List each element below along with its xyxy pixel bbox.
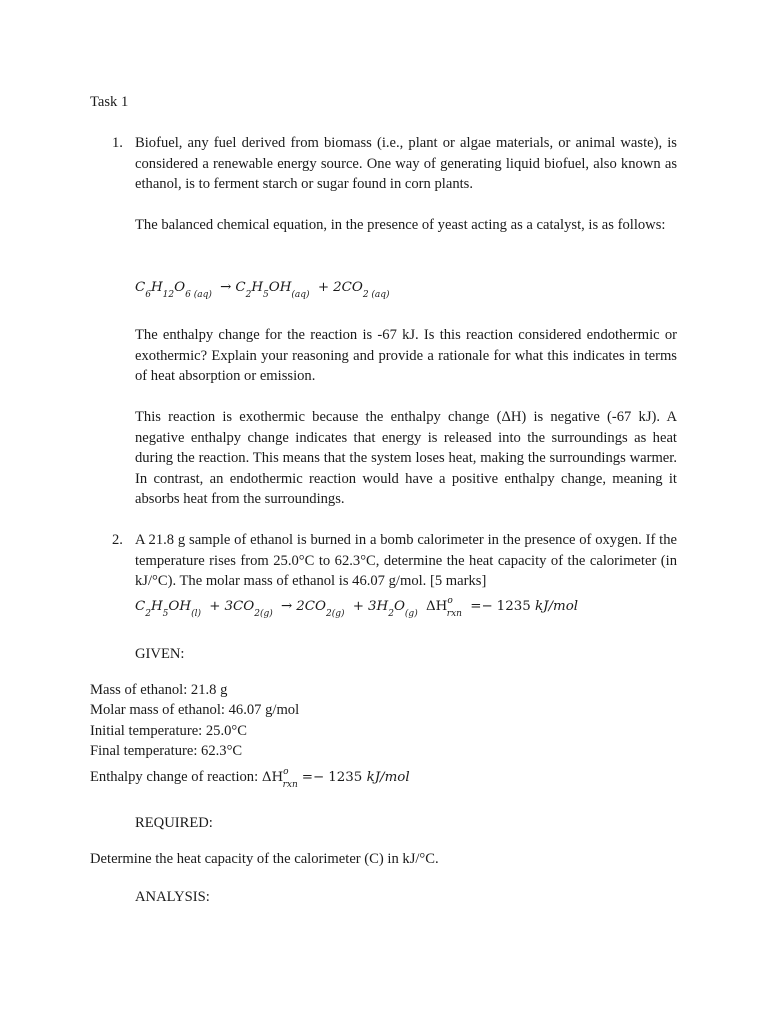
q2-combustion-equation: $C_2H_5OH_{(l)} + 3CO_{2(g)} \to 2CO_{2(g)} + 3H_2O_{(g)}$ $\Delta H^o_{rxn} =- 1235$ kJ/mol bbox=[135, 596, 579, 619]
given-item: Initial temperature: 25.0°C bbox=[90, 723, 247, 739]
given-heading: GIVEN: bbox=[135, 646, 185, 662]
q1-answer: This reaction is exothermic because the enthalpy change (ΔH) is negative (-67 kJ). A negative enthalpy change indicates that energy is released into the surroundings as heat during the reaction. This means that the system loses heat, making the surroundings warmer. In contrast, an endothermic reaction would have a positive enthalpy change, meaning it absorbs heat from the surroundings. bbox=[135, 409, 677, 508]
q2-text: A 21.8 g sample of ethanol is burned in a bomb calorimeter in the presence of oxygen. If the temperature rises from 25.0°C to 62.3°C, determine the heat capacity of the calorimeter (in kJ/°C). The molar mass of ethanol is 46.07 g/mol. [5 marks] bbox=[135, 532, 677, 590]
q1-chemical-equation: $C_6H_{12}O_{6 (aq)} \to C_2H_5OH_{(aq)} + 2CO_{2 (aq)}$ bbox=[135, 280, 390, 300]
given-item: Mass of ethanol: 21.8 g bbox=[90, 682, 228, 698]
given-enthalpy: Enthalpy change of reaction: $\Delta H^o_{rxn} =- 1235$ kJ/mol bbox=[90, 767, 410, 790]
q2-number: 2. bbox=[112, 532, 123, 548]
analysis-heading: ANALYSIS: bbox=[135, 889, 210, 905]
required-heading: REQUIRED: bbox=[135, 815, 213, 831]
required-text: Determine the heat capacity of the calorimeter (C) in kJ/°C. bbox=[90, 851, 439, 867]
q1-equation-intro: The balanced chemical equation, in the presence of yeast acting as a catalyst, is as follows: bbox=[135, 217, 666, 233]
q1-question: The enthalpy change for the reaction is -67 kJ. Is this reaction considered endothermic or exothermic? Explain your reasoning and provide a rationale for what this indicates in terms of heat absorption or emission. bbox=[135, 327, 677, 385]
given-item: Molar mass of ethanol: 46.07 g/mol bbox=[90, 702, 300, 718]
reaction-arrow: → bbox=[220, 280, 232, 295]
task-title: Task 1 bbox=[90, 94, 129, 110]
reaction-arrow: → bbox=[281, 599, 293, 614]
q1-intro: Biofuel, any fuel derived from biomass (i.e., plant or algae materials, or animal waste), is considered a renewable energy source. One way of generating liquid biofuel, also known as ethanol, is to ferment starch or sugar found in corn plants. bbox=[135, 135, 677, 193]
given-item: Final temperature: 62.3°C bbox=[90, 743, 243, 759]
q1-number: 1. bbox=[112, 135, 123, 151]
